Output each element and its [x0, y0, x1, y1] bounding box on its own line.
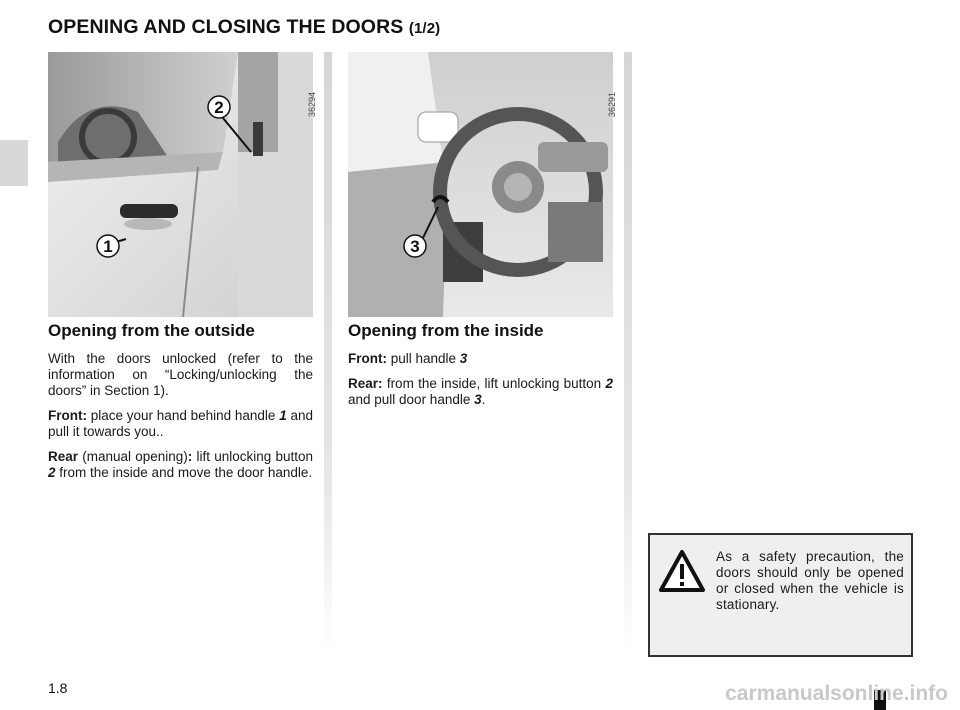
front-text: place your hand behind handle: [86, 408, 280, 423]
button-ref: 2: [48, 465, 56, 480]
figure-code: 36291: [607, 92, 617, 118]
outside-rear-paragraph: [48, 449, 313, 481]
rear-text: from the inside, lift unlocking button: [382, 376, 606, 391]
page-title-suffix: (1/2): [408, 20, 441, 37]
button-ref: 2: [605, 376, 613, 391]
rear-text: and pull door handle: [348, 392, 475, 407]
front-text: pull handle: [386, 351, 460, 366]
rear-text: .: [481, 392, 486, 407]
rear-label: Rear:: [348, 376, 383, 391]
rear-colon: :: [187, 449, 193, 464]
inside-front-paragraph: [348, 351, 613, 367]
rear-text: lift unlocking button: [192, 449, 313, 464]
outside-opening-section: [48, 321, 313, 490]
handle-ref: 1: [279, 408, 287, 423]
callout-3-label: 3: [410, 237, 420, 256]
watermark: carmanualsonline.info: [725, 682, 948, 705]
page-title-main: OPENING AND CLOSING THE DOORS: [48, 16, 409, 38]
rear-text: (manual opening): [78, 449, 188, 464]
callout-1-label: 1: [103, 237, 113, 256]
outside-front-paragraph: [48, 408, 313, 440]
exterior-door-illustration: [48, 52, 313, 317]
inside-opening-section: [348, 321, 613, 417]
inside-rear-paragraph: [348, 376, 613, 408]
exterior-door-figure: [48, 52, 317, 317]
page-number: 1.8: [48, 680, 68, 696]
callout-2-label: 2: [214, 98, 224, 117]
section-tab: [0, 140, 28, 186]
warning-text: As a safety precaution, the doors should only be opened or closed when the vehicle is stationary.: [716, 549, 904, 612]
front-label: Front:: [48, 408, 87, 423]
interior-door-figure: [348, 52, 617, 317]
handle-ref: 3: [474, 392, 482, 407]
warning-triangle-icon: [658, 549, 706, 593]
rear-label: Rear: [48, 449, 79, 464]
front-text: and pull it towards you..: [48, 408, 314, 439]
outside-heading: Opening from the outside: [48, 321, 255, 340]
rear-text: from the inside and move the door handle.: [55, 465, 313, 480]
figure-code: 36294: [307, 92, 317, 118]
safety-warning-box: [648, 533, 913, 657]
column-divider: [624, 52, 632, 652]
outside-intro: With the doors unlocked (refer to the information on “Locking/unlocking the doors” in Section 1).: [48, 351, 313, 398]
inside-heading: Opening from the inside: [348, 321, 544, 340]
handle-ref: 3: [459, 351, 468, 366]
page-title: [48, 16, 440, 39]
column-divider: [324, 52, 332, 652]
interior-door-illustration: [348, 52, 613, 317]
front-label: Front:: [348, 351, 387, 366]
